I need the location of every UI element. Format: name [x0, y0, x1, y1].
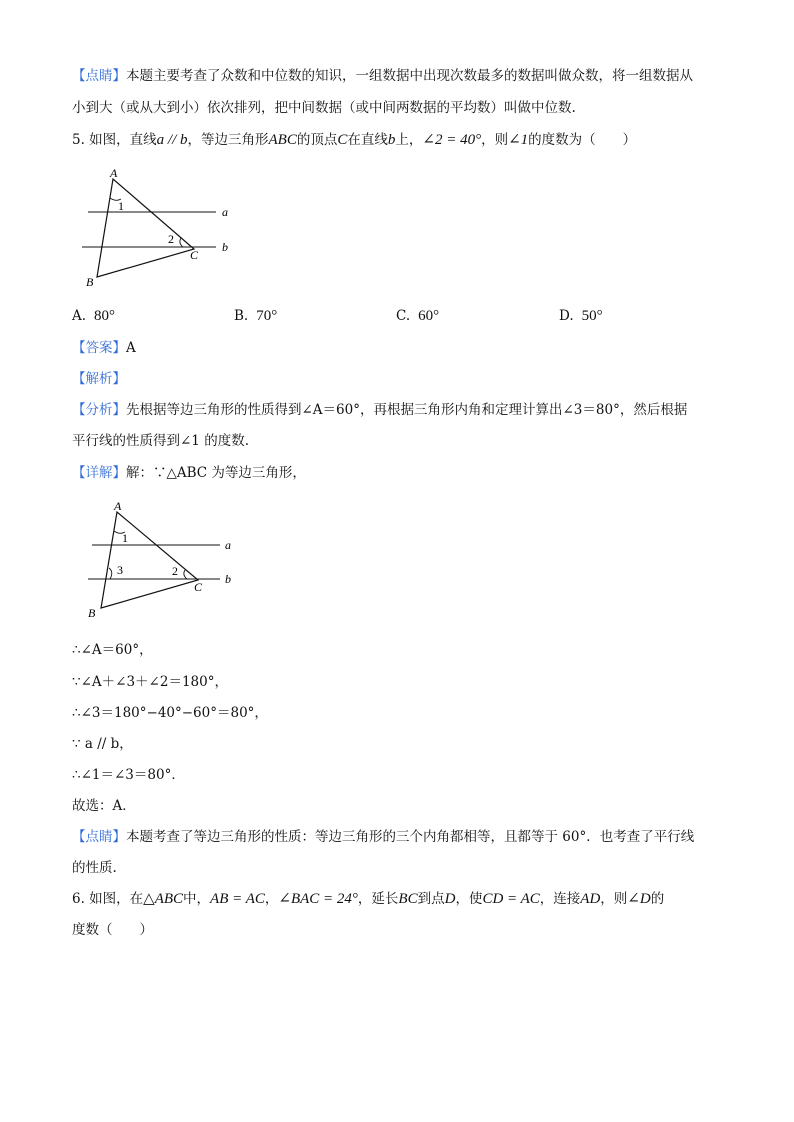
fig2-label-a: a	[225, 538, 231, 552]
geometry-figure-2	[82, 498, 242, 623]
question-6-stem-line-2: 度数（ ）	[72, 922, 153, 938]
fig2-label-b: b	[225, 572, 231, 586]
fig1-angle-1: 1	[118, 199, 124, 213]
analysis-heading: 【解析】	[72, 371, 126, 387]
choose-line: 故选：A．	[72, 798, 136, 814]
fig1-angle-2: 2	[168, 232, 174, 246]
answer-line: 【答案】A	[72, 340, 136, 356]
option-c[interactable]: C. 60°	[396, 308, 440, 324]
step-5: ∴∠1＝∠3＝80°．	[72, 767, 185, 783]
fig2-angle-1: 1	[122, 531, 128, 545]
fig1-label-C: C	[190, 248, 199, 262]
step-2: ∵∠A＋∠3＋∠2＝180°，	[72, 674, 228, 690]
fig1-label-b: b	[222, 240, 228, 254]
option-b[interactable]: B. 70°	[234, 308, 278, 324]
detail-line: 【详解】解：∵△ABC 为等边三角形，	[72, 465, 306, 481]
fig2-label-B: B	[88, 606, 96, 620]
fig1-label-B: B	[86, 275, 94, 289]
fig2-angle-2: 2	[172, 564, 178, 578]
fig1-label-a: a	[222, 205, 228, 219]
geometry-figure-1	[80, 165, 240, 290]
fig2-label-C: C	[194, 580, 203, 594]
option-a[interactable]: A. 80°	[72, 308, 116, 324]
note2-line-1: 【点睛】本题考查了等边三角形的性质：等边三角形的三个内角都相等，且都等于 60°．也考查了平行线	[72, 829, 695, 845]
analysis-line-2: 平行线的性质得到∠1 的度数.	[72, 433, 249, 449]
note-paragraph-line-2: 小到大（或从大到小）依次排列，把中间数据（或中间两数据的平均数）叫做中位数.	[72, 100, 576, 116]
option-d[interactable]: D. 50°	[559, 308, 603, 324]
note2-line-2: 的性质.	[72, 860, 117, 876]
question-6-stem: 6. 如图，在△ABC中，AB = AC，∠BAC = 24°，延长BC到点D，使CD = AC，连接AD，则∠D的	[72, 891, 665, 907]
fig2-angle-3: 3	[117, 563, 123, 577]
note-tag: 【点睛】	[72, 68, 126, 84]
fig1-label-A: A	[110, 166, 118, 180]
answer-tag: 【答案】	[72, 340, 126, 356]
step-1: ∴∠A＝60°，	[72, 642, 153, 658]
step-3: ∴∠3＝180°−40°−60°＝80°，	[72, 705, 268, 721]
step-4: ∵ a // b，	[72, 736, 133, 752]
question-5-stem: 5. 如图，直线a // b，等边三角形ABC的顶点C在直线b上，∠2 = 40°，则∠1的度数为（ ）	[72, 132, 637, 148]
fig2-label-A: A	[114, 499, 122, 513]
analysis-line-1: 【分析】先根据等边三角形的性质得到∠A＝60°，再根据三角形内角和定理计算出∠3＝80°，然后根据	[72, 402, 688, 418]
note-paragraph-line-1: 【点睛】本题主要考查了众数和中位数的知识，一组数据中出现次数最多的数据叫做众数，将一组数据从	[72, 68, 693, 84]
